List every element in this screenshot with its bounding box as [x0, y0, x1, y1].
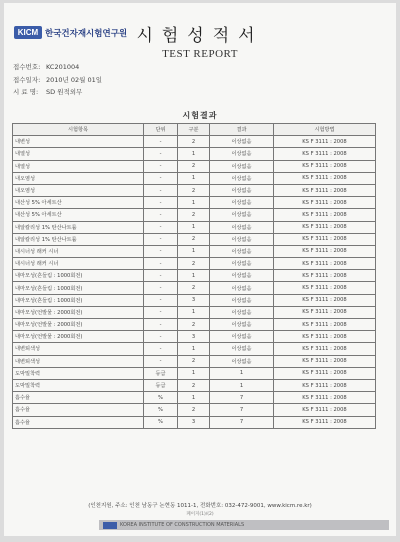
table-cell: %: [144, 404, 178, 416]
table-cell: -: [144, 160, 178, 172]
table-cell: KS F 3111 : 2008: [274, 209, 376, 221]
table-cell: 1: [178, 367, 210, 379]
table-cell: 이상없음: [210, 209, 274, 221]
bottom-logo-icon: [103, 522, 117, 529]
table-cell: -: [144, 331, 178, 343]
table-row: [13, 343, 376, 355]
table-cell: 3: [178, 416, 210, 428]
table-row: [13, 392, 376, 404]
table-cell: 이상없음: [210, 282, 274, 294]
table-row: [13, 245, 376, 257]
table-row: [13, 233, 376, 245]
table-cell: 1: [178, 306, 210, 318]
table-cell: 내산성 5% 아세트산: [13, 197, 144, 209]
table-header-row: [13, 124, 376, 136]
table-cell: 2: [178, 258, 210, 270]
table-cell: -: [144, 209, 178, 221]
table-cell: KS F 3111 : 2008: [274, 136, 376, 148]
table-cell: 1: [178, 172, 210, 184]
table-cell: -: [144, 245, 178, 257]
table-cell: -: [144, 258, 178, 270]
table-cell: 2: [178, 319, 210, 331]
table-row: [13, 306, 376, 318]
table-cell: KS F 3111 : 2008: [274, 294, 376, 306]
table-cell: KS F 3111 : 2008: [274, 282, 376, 294]
table-cell: KS F 3111 : 2008: [274, 306, 376, 318]
table-cell: 흡수율: [13, 392, 144, 404]
info-label: 접수일자:: [13, 75, 41, 84]
table-row: [13, 355, 376, 367]
table-cell: 2: [178, 282, 210, 294]
table-cell: 1: [178, 148, 210, 160]
document-page: [4, 3, 396, 536]
table-cell: -: [144, 172, 178, 184]
table-cell: 이상없음: [210, 184, 274, 196]
table-cell: %: [144, 392, 178, 404]
table-cell: 1: [210, 379, 274, 391]
table-row: [13, 319, 376, 331]
table-cell: KS F 3111 : 2008: [274, 233, 376, 245]
table-cell: KS F 3111 : 2008: [274, 319, 376, 331]
table-row: [13, 294, 376, 306]
table-cell: 2: [178, 233, 210, 245]
table-cell: -: [144, 221, 178, 233]
table-cell: 3: [178, 331, 210, 343]
table-cell: 1: [210, 367, 274, 379]
section-title: 시험결과: [182, 111, 218, 120]
table-cell: 내마모성(흔들림 : 1000회전): [13, 294, 144, 306]
table-cell: 내마모성(언발물 : 2000회전): [13, 306, 144, 318]
table-cell: 내시너성 래커 시너: [13, 245, 144, 257]
table-cell: -: [144, 136, 178, 148]
table-cell: -: [144, 233, 178, 245]
info-row: [13, 74, 102, 87]
table-cell: 이상없음: [210, 160, 274, 172]
table-row: [13, 270, 376, 282]
table-cell: 내오염성: [13, 172, 144, 184]
table-cell: -: [144, 319, 178, 331]
table-cell: 흡수율: [13, 404, 144, 416]
table-cell: 도막밀착력: [13, 367, 144, 379]
table-cell: 이상없음: [210, 306, 274, 318]
table-cell: -: [144, 306, 178, 318]
table-cell: 2: [178, 355, 210, 367]
page-number: 페이지(1)/(2): [186, 512, 214, 517]
table-cell: 이상없음: [210, 343, 274, 355]
table-cell: 이상없음: [210, 319, 274, 331]
table-cell: 이상없음: [210, 294, 274, 306]
table-cell: 1: [178, 343, 210, 355]
table-cell: 이상없음: [210, 258, 274, 270]
info-label: 시 료 명:: [13, 88, 39, 96]
table-cell: 7: [210, 392, 274, 404]
table-cell: KS F 3111 : 2008: [274, 392, 376, 404]
table-cell: KS F 3111 : 2008: [274, 245, 376, 257]
table-cell: 등급: [144, 367, 178, 379]
table-row: [13, 367, 376, 379]
table-row: [13, 379, 376, 391]
table-cell: -: [144, 270, 178, 282]
table-cell: KS F 3111 : 2008: [274, 416, 376, 428]
table-cell: KS F 3111 : 2008: [274, 258, 376, 270]
table-cell: KS F 3111 : 2008: [274, 379, 376, 391]
table-cell: KS F 3111 : 2008: [274, 404, 376, 416]
info-row: [13, 86, 102, 99]
table-row: [13, 160, 376, 172]
table-cell: KS F 3111 : 2008: [274, 270, 376, 282]
info-value: KC201004: [46, 63, 80, 71]
table-cell: KS F 3111 : 2008: [274, 331, 376, 343]
document-title-english: TEST REPORT: [162, 48, 238, 60]
table-cell: KS F 3111 : 2008: [274, 343, 376, 355]
table-cell: 2: [178, 160, 210, 172]
table-cell: 2: [178, 136, 210, 148]
table-cell: KS F 3111 : 2008: [274, 148, 376, 160]
table-cell: 내오염성: [13, 184, 144, 196]
table-cell: -: [144, 197, 178, 209]
table-cell: 이상없음: [210, 221, 274, 233]
table-cell: 내변퇴색성: [13, 355, 144, 367]
column-header-method: 시험방법: [274, 124, 376, 136]
table-cell: -: [144, 343, 178, 355]
table-cell: 이상없음: [210, 270, 274, 282]
table-cell: 내변퇴색성: [13, 343, 144, 355]
table-cell: 3: [178, 294, 210, 306]
document-title-korean: 시험성적서: [136, 26, 264, 46]
table-cell: 이상없음: [210, 233, 274, 245]
table-cell: KS F 3111 : 2008: [274, 184, 376, 196]
table-cell: -: [144, 355, 178, 367]
table-cell: -: [144, 148, 178, 160]
table-cell: 이상없음: [210, 355, 274, 367]
table-cell: %: [144, 416, 178, 428]
table-cell: 이상없음: [210, 148, 274, 160]
table-cell: 내마모성(언발물 : 2000회전): [13, 331, 144, 343]
table-cell: 1: [178, 197, 210, 209]
table-row: [13, 209, 376, 221]
table-cell: 내마모성(흔들림 : 1000회전): [13, 282, 144, 294]
table-row: [13, 221, 376, 233]
table-row: [13, 172, 376, 184]
table-cell: KS F 3111 : 2008: [274, 160, 376, 172]
receipt-info: [13, 61, 102, 99]
table-cell: -: [144, 184, 178, 196]
table-cell: KS F 3111 : 2008: [274, 355, 376, 367]
table-cell: 내열성: [13, 148, 144, 160]
column-header-result: 결과: [210, 124, 274, 136]
table-cell: KS F 3111 : 2008: [274, 172, 376, 184]
results-table: [12, 123, 376, 429]
table-cell: 내열성: [13, 160, 144, 172]
table-cell: 이상없음: [210, 172, 274, 184]
info-row: [13, 61, 102, 74]
table-cell: KS F 3111 : 2008: [274, 221, 376, 233]
table-cell: 이상없음: [210, 197, 274, 209]
table-cell: 내알칼리성 1% 탄산나트륨: [13, 233, 144, 245]
logo-text: 한국건자재시험연구원: [45, 28, 128, 39]
info-value: SD 원적외무: [46, 88, 83, 96]
column-header-item: 시험항목: [13, 124, 144, 136]
logo-mark: KICM: [14, 26, 42, 39]
footer-address: (인천지원, 주소: 인천 남동구 논현동 1011-1, 전화번호: 032-472-9001, www.kicm.re.kr): [88, 503, 312, 509]
table-row: [13, 136, 376, 148]
table-cell: 이상없음: [210, 331, 274, 343]
table-cell: 내시너성 래커 시너: [13, 258, 144, 270]
table-body: [13, 136, 376, 429]
table-cell: 내마모성(흔들림 : 1000회전): [13, 270, 144, 282]
table-cell: 이상없음: [210, 136, 274, 148]
table-row: [13, 148, 376, 160]
bottom-strip: [99, 520, 389, 530]
table-cell: 2: [178, 184, 210, 196]
table-cell: 2: [178, 404, 210, 416]
table-cell: KS F 3111 : 2008: [274, 197, 376, 209]
table-cell: 1: [178, 221, 210, 233]
table-row: [13, 184, 376, 196]
table-cell: -: [144, 294, 178, 306]
table-cell: 흡수율: [13, 416, 144, 428]
info-value: 2010년 02월 01일: [46, 75, 103, 84]
table-cell: 등급: [144, 379, 178, 391]
table-row: [13, 331, 376, 343]
table-cell: 1: [178, 245, 210, 257]
table-cell: 1: [178, 392, 210, 404]
table-cell: 도막밀착력: [13, 379, 144, 391]
table-row: [13, 416, 376, 428]
table-cell: 내알칼리성 1% 탄산나트륨: [13, 221, 144, 233]
table-cell: 2: [178, 209, 210, 221]
table-row: [13, 404, 376, 416]
table-cell: 7: [210, 416, 274, 428]
table-cell: 이상없음: [210, 245, 274, 257]
table-cell: 7: [210, 404, 274, 416]
column-header-unit: 단위: [144, 124, 178, 136]
table-cell: KS F 3111 : 2008: [274, 367, 376, 379]
table-cell: 내산성 5% 아세트산: [13, 209, 144, 221]
table-row: [13, 197, 376, 209]
table-cell: 내마모성(언발물 : 2000회전): [13, 319, 144, 331]
table-cell: -: [144, 282, 178, 294]
table-cell: 1: [178, 270, 210, 282]
bottom-strip-text: KOREA INSTITUTE OF CONSTRUCTION MATERIALS: [120, 522, 245, 528]
table-cell: 2: [178, 379, 210, 391]
table-row: [13, 258, 376, 270]
table-row: [13, 282, 376, 294]
info-label: 접수번호:: [13, 63, 41, 71]
column-header-division: 구분: [178, 124, 210, 136]
table-cell: 내변성: [13, 136, 144, 148]
